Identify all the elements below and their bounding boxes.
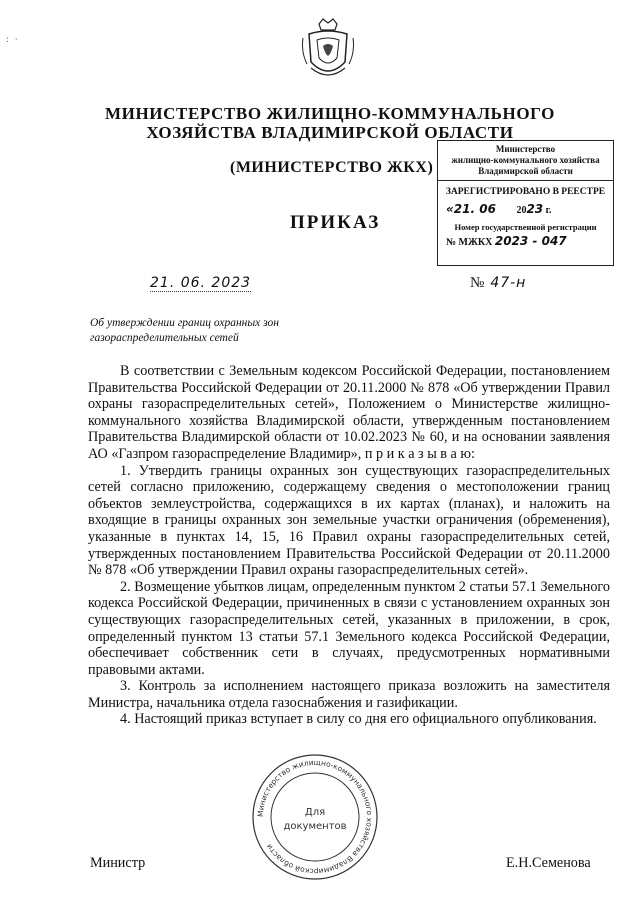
stamp-reg-year-prefix: 20	[516, 205, 527, 216]
order-item-3: 3. Контроль за исполнением настоящего приказа возложить на заместителя Министра, начальника отдела газоснабжения и газификации.	[88, 678, 610, 711]
order-item-2: 2. Возмещение убытков лицам, определенным пунктом 2 статьи 57.1 Земельного кодекса Российской Федерации, причиненных в связи с установлением охранных зон существующих газораспределительных сетей, указанных в приложении, в срок, определенный пунктом 13 статьи 57.1 Земельного кодекса Российской Федерации, обеспечивает собственник сети в случаях, предусмотренных нормативными правовыми актами.	[88, 578, 610, 678]
order-number-prefix: №	[470, 275, 485, 291]
order-preamble: В соответствии с Земельным кодексом Российской Федерации, постановлением Правительства Российской Федерации от 20.11.2000 № 878 «Об утверждении Правил охраны газораспределительных сетей», Положением о Министерстве жилищно-коммунального хозяйства Владимирской области, утвержденным постановлением Правительства Владимирской области от 10.02.2023 № 60, и на основании заявления АО «Газпром газораспределение Владимир», п р и к а з ы в а ю:	[88, 363, 610, 462]
order-body	[88, 363, 610, 728]
order-subject-line2: газораспределительных сетей	[90, 332, 239, 344]
stamp-org-line2: жилищно-коммунального хозяйства	[451, 155, 600, 165]
stamp-reg-day: «21. 06	[446, 202, 496, 216]
order-date: 21. 06. 2023	[150, 275, 252, 291]
stamp-reg-number: 2023 - 047	[494, 234, 567, 248]
stamp-date-row	[438, 202, 613, 216]
stamp-registered-label: ЗАРЕГИСТРИРОВАНО В РЕЕСТРЕ	[445, 187, 606, 197]
order-number	[470, 275, 526, 292]
scan-marks: : ·	[6, 34, 20, 44]
ministry-title-line2: ХОЗЯЙСТВА ВЛАДИМИРСКОЙ ОБЛАСТИ	[146, 123, 514, 142]
coat-of-arms-icon	[299, 18, 357, 84]
signer-position: Министр	[90, 855, 146, 871]
stamp-organization	[438, 141, 613, 181]
registration-stamp	[437, 140, 614, 266]
order-item-4: 4. Настоящий приказ вступает в силу со дня его официального опубликования.	[120, 711, 597, 728]
seal-ring-text: Министерство жилищно-коммунального хозяйства Владимирской области	[255, 757, 375, 877]
seal-center-line2: документов	[283, 821, 347, 832]
ministry-title-line1: МИНИСТЕРСТВО ЖИЛИЩНО-КОММУНАЛЬНОГО	[105, 104, 555, 123]
order-subject	[90, 316, 330, 346]
stamp-reg-year: 23	[526, 202, 544, 216]
document-type-title: ПРИКАЗ	[290, 212, 381, 233]
ministry-title	[80, 104, 580, 142]
seal-center-line1: Для	[304, 807, 326, 818]
round-seal-icon	[250, 752, 380, 882]
stamp-reg-number-prefix: № МЖКХ	[446, 237, 493, 248]
order-item-1: 1. Утвердить границы охранных зон существующих газораспределительных сетей согласно приложению, содержащему сведения о местоположении границ объектов землеустройства, содержащихся в их картах (планах), и наложить на входящие в границы охранных зон земельные участки ограничения (обременения), указанные в пунктах 14, 15, 16 Правил охраны газораспределительных сетей, утвержденных постановлением Правительства Российской Федерации от 20.11.2000 № 878 «Об утверждении Правил охраны газораспределительных сетей».	[88, 462, 610, 579]
stamp-org-line1: Министерство	[495, 144, 556, 154]
stamp-reg-year-suffix: г.	[545, 205, 552, 216]
stamp-reg-number-label: Номер государственной регистрации	[454, 222, 597, 232]
order-number-value: 47-н	[490, 275, 527, 291]
order-subject-line1: Об утверждении границ охранных зон	[90, 317, 279, 329]
signer-name: Е.Н.Семенова	[506, 855, 591, 871]
stamp-org-line3: Владимирской области	[478, 166, 573, 176]
ministry-short-name: (МИНИСТЕРСТВО ЖКХ)	[230, 159, 434, 176]
stamp-number-row	[438, 234, 613, 248]
